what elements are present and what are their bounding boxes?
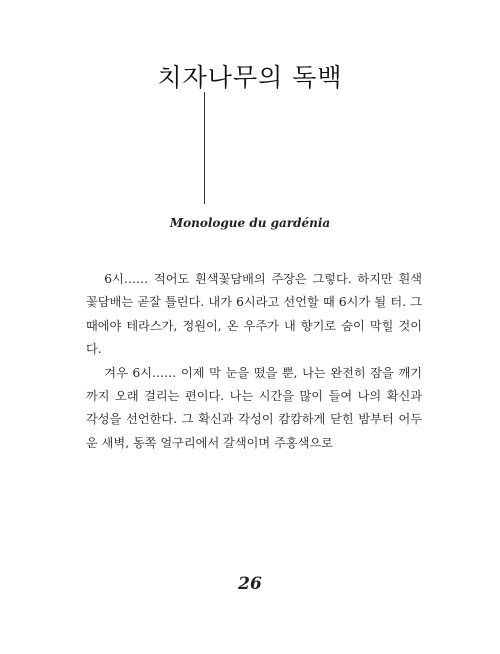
paragraph: 6시…… 적어도 흰색꽃담배의 주장은 그렇다. 하지만 흰색꽃담배는 곧잘 틀린다. 내가 6시라고 선언할 때 6시가 될 터. 그때에야 테라스가, 정원이, 온 우주가 내 향기로 숨이 막힐 것이다. (86, 272, 422, 357)
page-number: 26 (238, 574, 262, 594)
paragraph: 겨우 6시…… 이제 막 눈을 떴을 뿐, 나는 완전히 잠을 깨기까지 오래 걸리는 편이다. 나는 시간을 많이 들여 나의 확신과 각성을 선언한다. 그 확신과 각성이 캄캄하게 닫힌 밤부터 어두운 새벽, 동쪽 얼구리에서 갈색이며 주홍색으로 (86, 365, 422, 450)
chapter-subtitle: Monologue du gardénia (169, 216, 331, 230)
vertical-rule (204, 92, 205, 204)
body-text (86, 268, 422, 455)
chapter-title: 치자나무의 독백 (157, 63, 343, 92)
